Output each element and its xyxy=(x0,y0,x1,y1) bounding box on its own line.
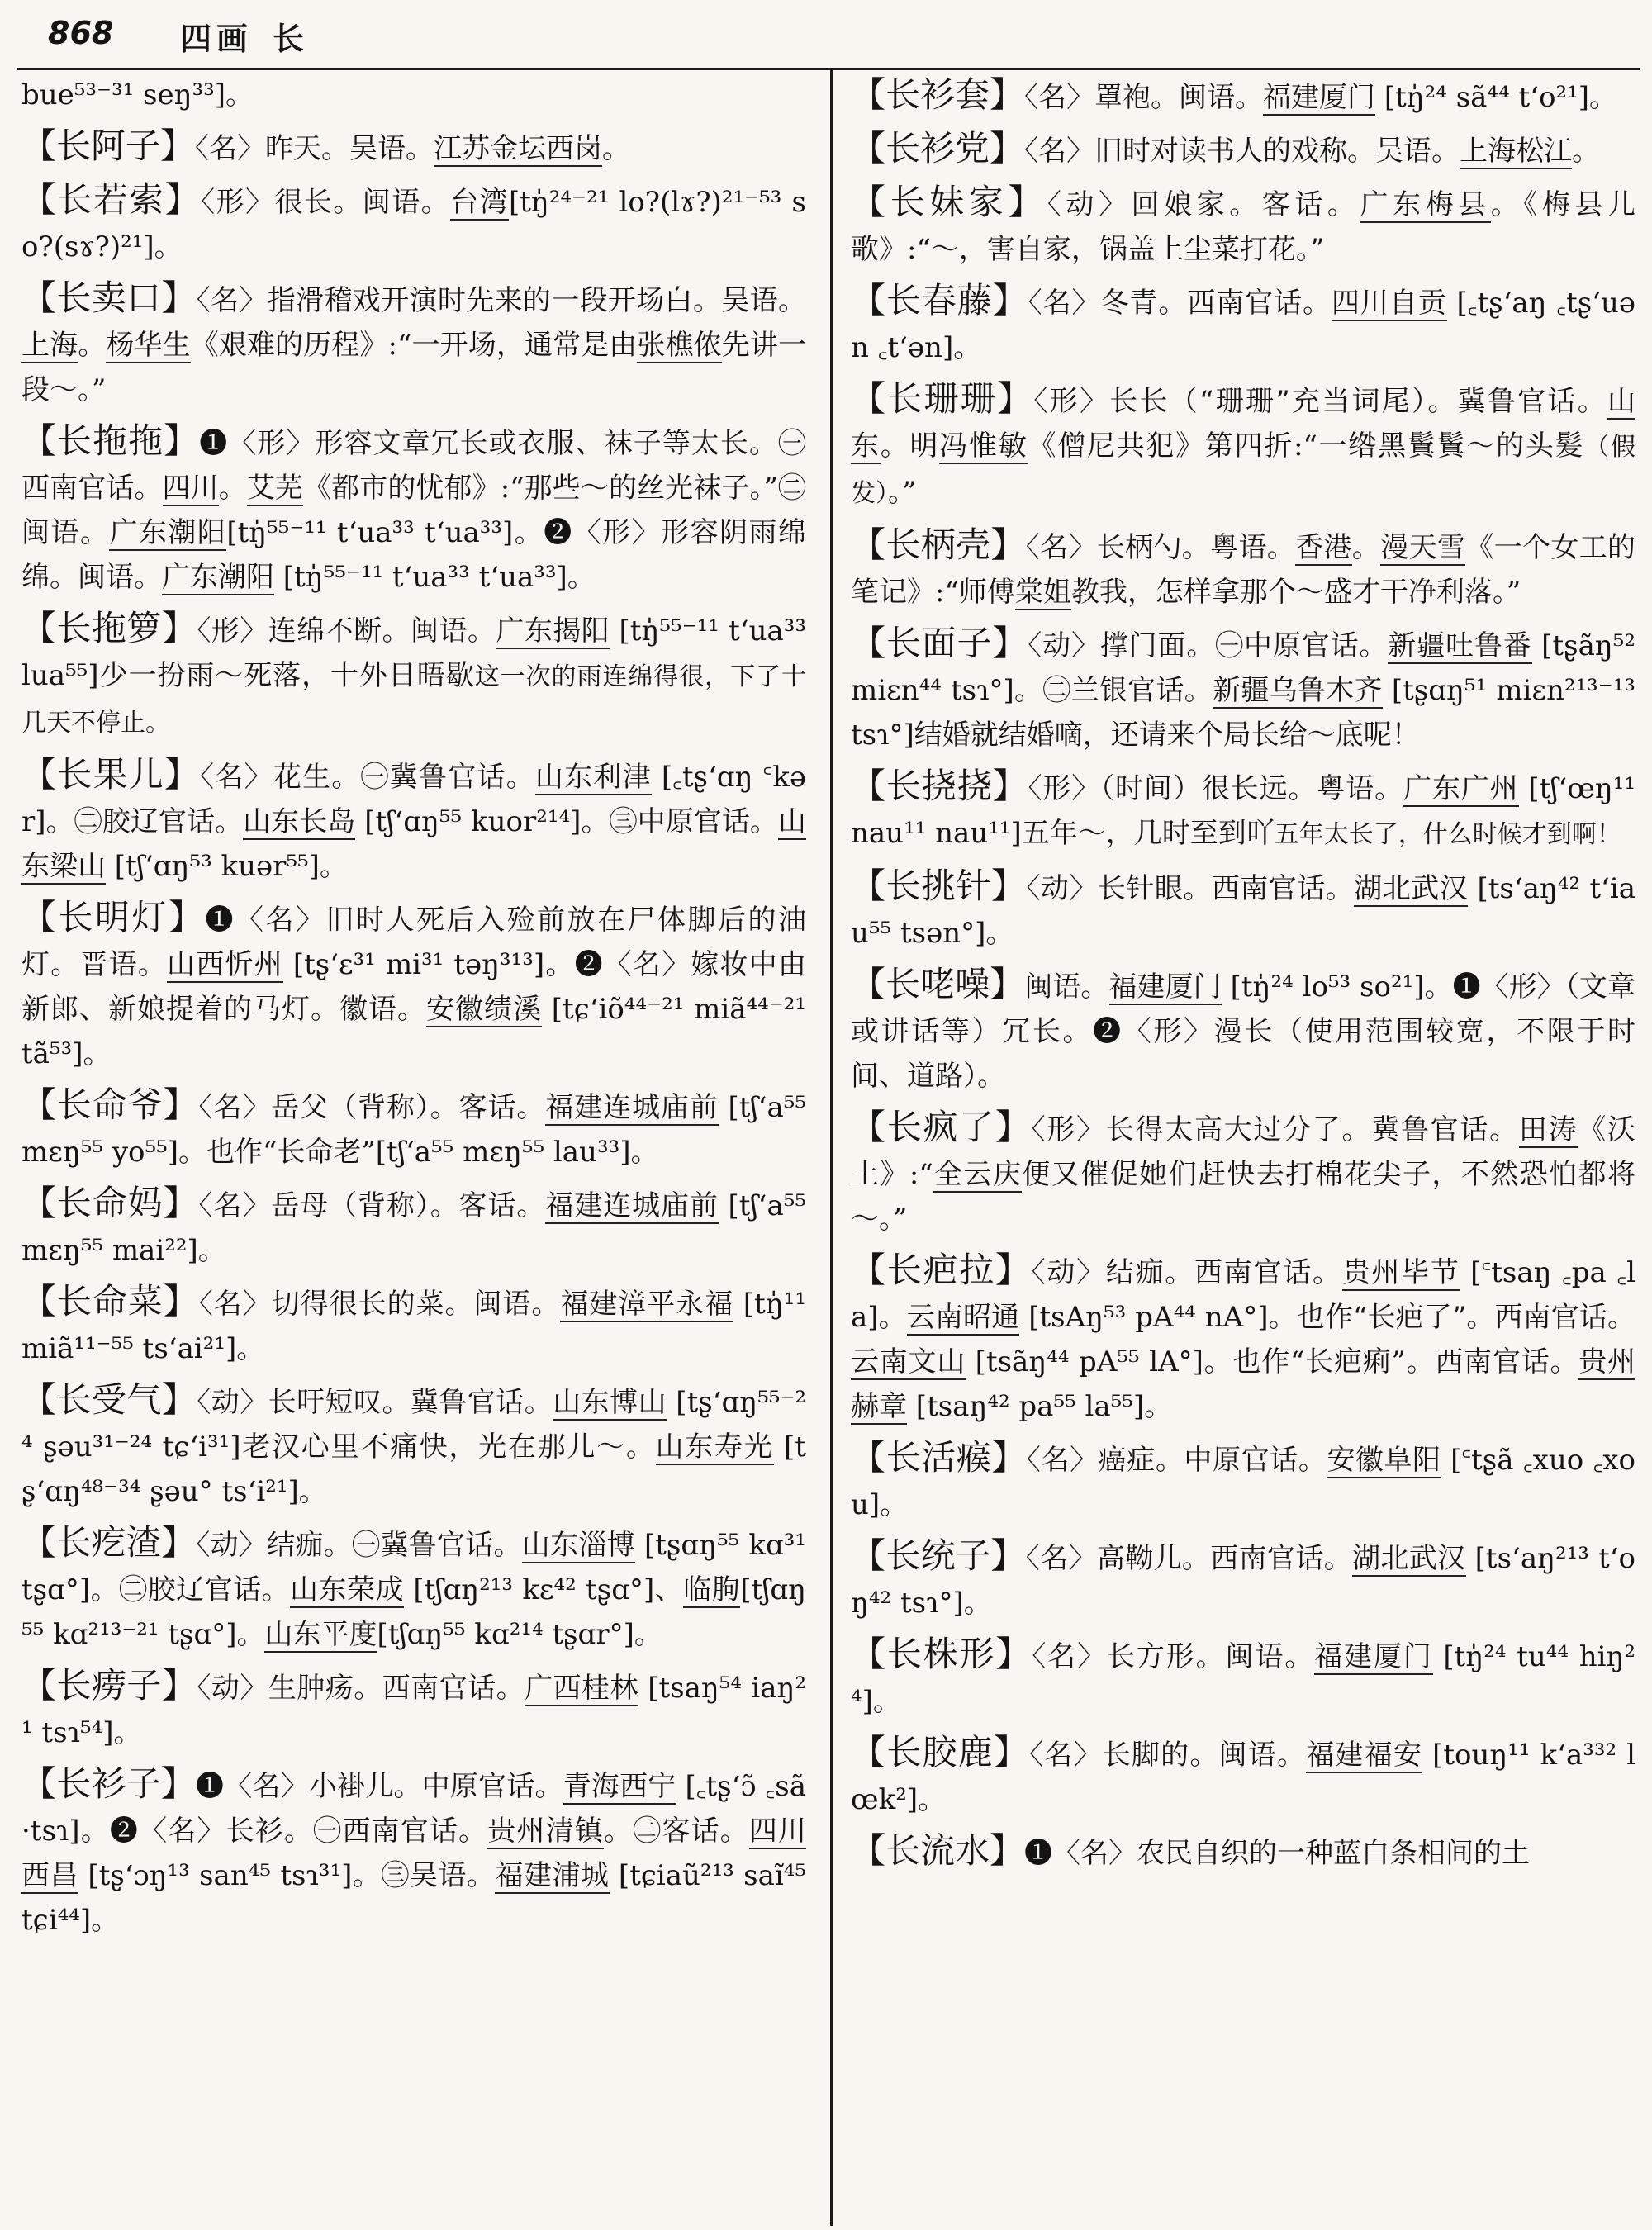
entry-text: 〈动〉回娘家。客话。 xyxy=(1047,188,1360,221)
place-name: 上海松江 xyxy=(1460,135,1573,168)
place-name: 冯惟敏 xyxy=(939,429,1028,463)
entry-text: 〈名〉长柄勺。粤语。 xyxy=(1025,531,1296,564)
dictionary-entry xyxy=(851,1105,1635,1241)
entry-text: [tʂ‘ɑŋ⁵⁵⁻²⁴ ʂəu³¹⁻²⁴ tɕ‘i³¹]老汉心里不痛快，光在那儿～。 xyxy=(21,1386,806,1464)
place-name: 香港 xyxy=(1295,531,1352,564)
entry-text: 便又催促她们赶快去打棉花尖子，不然恐怕都将～。” xyxy=(851,1158,1635,1236)
entry-text: [tʃɑŋ²¹³ kɛ⁴² tʂɑ°]、 xyxy=(404,1573,684,1606)
entry-text: 〈形〉长得太高大过分了。冀鲁官话。 xyxy=(1031,1113,1519,1146)
place-name: 贵州清镇 xyxy=(487,1815,604,1848)
entry-text: [tŋ̍²⁴ sã⁴⁴ t‘o²¹]。 xyxy=(1375,81,1617,114)
page-number: 868 xyxy=(48,15,114,51)
entry-text: 《艰难的历程》:“一开场，通常是由 xyxy=(190,329,638,362)
place-name: 新疆吐鲁番 xyxy=(1388,629,1532,662)
entry-headword: 【长统子】 xyxy=(851,1535,1026,1576)
place-name: 贵州赫章 xyxy=(851,1345,1635,1423)
place-name: 山东长岛 xyxy=(243,805,356,838)
entry-headword: 【长受气】 xyxy=(21,1379,197,1420)
place-name: 山东平度 xyxy=(264,1618,377,1651)
entry-text: 〈形〉连绵不断。闽语。 xyxy=(197,614,496,648)
place-name: 临朐 xyxy=(683,1573,741,1606)
place-name: 山东博山 xyxy=(553,1386,667,1419)
entry-headword: 【长疙渣】 xyxy=(21,1522,197,1563)
dictionary-entry xyxy=(21,895,806,1076)
place-name: 安徽绩溪 xyxy=(425,993,542,1026)
entry-text: [tʃ‘a⁵⁵ mɛŋ⁵⁵ mai²²]。 xyxy=(21,1189,806,1267)
entry-text: 《沃土》:“ xyxy=(851,1113,1635,1191)
place-name: 山西忻州 xyxy=(167,948,283,981)
place-name: 福建浦城 xyxy=(495,1859,610,1892)
place-name: 四川西昌 xyxy=(21,1815,806,1892)
entry-text: [꜀tʂ‘ɑŋ ꜂kər]。㊁胶辽官话。 xyxy=(21,761,806,838)
entry-headword: 【长明灯】 xyxy=(21,897,206,937)
place-name: 广东广州 xyxy=(1403,772,1519,805)
place-name: 青海西宁 xyxy=(563,1770,676,1803)
entry-text: [tʂɑŋ⁵⁵ kɑ³¹ tʂɑ°]。㊁胶辽官话。 xyxy=(21,1529,806,1606)
place-name: 安徽阜阳 xyxy=(1327,1444,1441,1477)
entry-text: [ts‘aŋ⁴² t‘iau⁵⁵ tsən°]。 xyxy=(851,872,1635,950)
page-header xyxy=(0,0,1652,66)
entry-headword: 【长果儿】 xyxy=(21,754,201,795)
entry-text: 《都市的忧郁》:“那些～的丝光袜子。”㊁闽语。 xyxy=(21,472,806,549)
entry-text: 〈动〉撑门面。㊀中原官话。 xyxy=(1028,629,1389,662)
dictionary-entry xyxy=(851,1534,1635,1625)
place-name: 湖北武汉 xyxy=(1352,1542,1466,1575)
entry-headword: 【长拖拖】 xyxy=(21,420,200,461)
entry-text: [꜂tʂã ꜀xuo ꜀xou]。 xyxy=(851,1444,1635,1521)
stroke-section-label: 四画 xyxy=(180,21,254,57)
dictionary-entry xyxy=(21,1279,806,1371)
dictionary-entry xyxy=(21,1378,806,1514)
entry-text: [tʃ‘ɑŋ⁵⁵ kuor²¹⁴]。㊂中原官话。 xyxy=(355,805,778,838)
entry-headword: 【长面子】 xyxy=(851,623,1028,663)
dictionary-entry xyxy=(21,178,806,269)
entry-headword: 【长活瘊】 xyxy=(851,1437,1027,1478)
entry-text: 〈名〉花生。㊀冀鲁官话。 xyxy=(200,761,535,794)
entry-text: [꜀tʂ‘aŋ ꜀tʂ‘uən ꜀t‘ən]。 xyxy=(851,287,1635,364)
dictionary-entry xyxy=(851,180,1635,272)
place-name: 贵州毕节 xyxy=(1341,1256,1460,1289)
place-name: 江苏金坛西岗 xyxy=(434,132,603,165)
dictionary-entry xyxy=(851,377,1635,516)
entry-headword: 【长疯了】 xyxy=(851,1107,1032,1147)
entry-text: 〈名〉岳父（背称）。客话。 xyxy=(198,1091,546,1124)
entry-text: 〈名〉罩袍。闽语。 xyxy=(1024,81,1264,114)
place-name: 山东淄博 xyxy=(521,1529,635,1562)
entry-text: [tŋ̍⁵⁵⁻¹¹ t‘ua³³ t‘ua³³]。 xyxy=(274,561,596,594)
entry-text: 〈形〉长长（“珊珊”充当词尾）。冀鲁官话。 xyxy=(1033,385,1607,418)
entry-text: [tŋ̍²⁴⁻²¹ lo?(lɤ?)²¹⁻⁵³ so?(sɤ?)²¹]。 xyxy=(21,186,806,263)
entry-text: [tʂ‘ɑŋ⁴⁸⁻³⁴ ʂəu° ts‘i²¹]。 xyxy=(21,1431,806,1508)
entry-text: [tsaŋ⁴² pa⁵⁵ la⁵⁵]。 xyxy=(907,1390,1173,1423)
entry-headword: 【长挑针】 xyxy=(851,866,1027,906)
entry-text: ❶〈形〉形容文章冗长或衣服、袜子等太长。㊀西南官话。 xyxy=(21,427,806,505)
dictionary-entry xyxy=(851,764,1635,857)
entry-text: 〈名〉岳母（背称）。客话。 xyxy=(198,1189,546,1222)
entry-headword: 【长胶鹿】 xyxy=(851,1732,1030,1772)
place-name: 湖北武汉 xyxy=(1354,872,1469,905)
dictionary-entry xyxy=(21,1521,806,1657)
dictionary-entry xyxy=(21,124,806,171)
entry-text: 《僧尼共犯》第四折:“一绺黑鬒鬒～的头髪 xyxy=(1028,429,1585,463)
entry-text: 〈动〉结痂。西南官话。 xyxy=(1031,1256,1342,1289)
place-name: 广东潮阳 xyxy=(162,561,274,594)
place-name: 张樵侬 xyxy=(637,329,722,362)
place-name: 台湾 xyxy=(450,186,509,219)
place-name: 山东梁山 xyxy=(21,805,806,883)
place-name: 漫天雪 xyxy=(1380,531,1466,564)
entry-text: 。《梅县儿歌》:“～，害自家，锅盖上尘菜打花。” xyxy=(851,188,1635,266)
entry-text: 。 xyxy=(1351,531,1381,564)
entry-text: [tŋ̍²⁴ tu⁴⁴ hiŋ²⁴]。 xyxy=(851,1640,1635,1718)
place-name: 广东揭阳 xyxy=(496,614,610,648)
entry-text: bue⁵³⁻³¹ seŋ³³]。 xyxy=(21,78,254,112)
entry-text: 〈名〉长方形。闽语。 xyxy=(1032,1640,1315,1673)
entry-text: 先讲一段～。” xyxy=(21,329,806,406)
entry-text: 〈名〉旧时对读书人的戏称。吴语。 xyxy=(1024,135,1460,168)
entry-text: 《一个女工的笔记》:“师傅 xyxy=(851,531,1635,609)
entry-text: [tʂãŋ⁵² miɛn⁴⁴ tsɿ°]。㊁兰银官话。 xyxy=(851,629,1635,707)
entry-text: 闽语。 xyxy=(1024,970,1109,1004)
entry-headword: 【长株形】 xyxy=(851,1634,1032,1674)
dictionary-entry xyxy=(851,1829,1635,1876)
place-name: 广东潮阳 xyxy=(109,516,227,549)
entry-text: [꜂tsaŋ ꜀pa ꜀la]。 xyxy=(851,1256,1635,1334)
place-name: 福建厦门 xyxy=(1263,81,1376,114)
place-name: 四川 xyxy=(162,472,219,505)
dictionary-entry xyxy=(851,1632,1635,1724)
entry-headword: 【长拖箩】 xyxy=(21,608,197,648)
entry-headword: 【长命菜】 xyxy=(21,1281,199,1321)
entry-text: （假发） xyxy=(851,433,1635,508)
entry-headword: 【长命爷】 xyxy=(21,1084,199,1125)
entry-text: [tŋ̍²⁴ lo⁵³ so²¹]。❶〈形〉（文章或讲话等）冗长。❷〈形〉漫长（使用范围较宽，不限于时间、道路）。 xyxy=(851,970,1635,1093)
dictionary-entry xyxy=(851,1730,1635,1822)
dictionary-entry xyxy=(21,1083,806,1174)
entry-headword: 【长柄壳】 xyxy=(851,524,1026,565)
dictionary-entry xyxy=(851,864,1635,956)
entry-text: 五年太长了，什么时候才到啊！ xyxy=(1274,820,1621,849)
entry-text: 。 xyxy=(218,472,247,505)
entry-headword: 【长衫党】 xyxy=(851,128,1025,168)
column-divider xyxy=(830,70,833,2226)
entry-text: ❶〈名〉农民自织的一种蓝白条相间的土 xyxy=(1024,1837,1531,1870)
right-column xyxy=(851,73,1635,2220)
entry-headword: 【长春藤】 xyxy=(851,280,1028,320)
entry-text: 〈动〉长针眼。西南官话。 xyxy=(1026,872,1355,905)
entry-text: [tsaŋ⁵⁴ iaŋ²¹ tsɿ⁵⁴]。 xyxy=(21,1672,806,1749)
dictionary-entry xyxy=(851,278,1635,370)
entry-text: [tsAŋ⁵³ pA⁴⁴ nA°]。也作“长疤了”。西南官话。 xyxy=(1019,1301,1635,1334)
entry-text: [꜀tʂ‘ɔ̃ ꜀sã ·tsɿ]。❷〈名〉长衫。㊀西南官话。 xyxy=(21,1770,806,1848)
entry-text: 〈名〉癌症。中原官话。 xyxy=(1026,1444,1327,1477)
place-name: 上海 xyxy=(21,329,78,362)
entry-text: ❶〈名〉旧时人死后入殓前放在尸体脚后的油灯。晋语。 xyxy=(21,904,806,981)
dictionary-entry xyxy=(21,276,806,412)
place-name: 杨华生 xyxy=(106,329,191,362)
entry-headword: 【长咾噪】 xyxy=(851,964,1025,1004)
entry-headword: 【长命妈】 xyxy=(21,1183,199,1223)
dictionary-entry xyxy=(851,523,1635,614)
dictionary-entry xyxy=(21,752,806,889)
place-name: 棠姐 xyxy=(1014,576,1071,609)
entry-headword: 【长痨子】 xyxy=(21,1665,197,1706)
entry-text: 〈动〉长吁短叹。冀鲁官话。 xyxy=(197,1386,553,1419)
entry-headword: 【长挠挠】 xyxy=(851,766,1028,806)
entry-headword: 【长流水】 xyxy=(851,1830,1025,1871)
entry-text: [tɕ‘iõ⁴⁴⁻²¹ miã⁴⁴⁻²¹ tã⁵³]。 xyxy=(21,993,806,1070)
entry-text: 〈名〉昨天。吴语。 xyxy=(195,132,434,165)
entry-text: 。 xyxy=(602,132,631,165)
left-column xyxy=(21,73,806,2220)
dictionary-entry xyxy=(21,1181,806,1273)
entry-text: 〈名〉指滑稽戏开演时先来的一段开场白。吴语。 xyxy=(196,284,806,317)
dictionary-entry xyxy=(851,1248,1635,1429)
entry-text: 。 xyxy=(1572,135,1601,168)
entry-text: [touŋ¹¹ k‘a³³² lœk²]。 xyxy=(851,1739,1635,1816)
entry-text: 。 xyxy=(78,329,107,362)
entry-text: [tʃɑŋ⁵⁵ kɑ²¹³⁻²¹ tʂɑ°]。 xyxy=(21,1573,806,1651)
entry-text: [tʃɑŋ⁵⁵ kɑ²¹⁴ tʂɑr°]。 xyxy=(377,1618,662,1651)
entry-text: [tŋ̍⁵⁵⁻¹¹ t‘ua³³ lua⁵⁵]少一扮雨～死落，十外日晤歇 xyxy=(21,614,806,692)
entry-text: [tɕiaũ²¹³ saĩ⁴⁵ tɕi⁴⁴]。 xyxy=(21,1859,806,1937)
entry-text: 〈名〉长脚的。闽语。 xyxy=(1029,1739,1307,1772)
entry-text: [tʃ‘ɑŋ⁵³ kuər⁵⁵]。 xyxy=(106,850,348,883)
dictionary-entry xyxy=(851,126,1635,173)
entry-text: 。㊁客话。 xyxy=(603,1815,749,1848)
entry-text: 。” xyxy=(888,476,917,509)
entry-headword: 【长疤拉】 xyxy=(851,1250,1032,1290)
entry-text: [tʂ‘ɛ³¹ mi³¹ təŋ³¹³]。❷〈名〉嫁妆中由新郎、新娘提着的马灯。徽语。 xyxy=(21,948,806,1026)
dictionary-entry xyxy=(851,962,1635,1098)
entry-text: 教我，怎样拿那个～盛才干净利落。” xyxy=(1070,576,1521,609)
entry-text: 〈形〉很长。闽语。 xyxy=(201,186,451,219)
entry-text: 这一次的雨连绵得很，下了十几天不停止。 xyxy=(21,662,806,738)
place-name: 田涛 xyxy=(1518,1113,1578,1146)
entry-text: [tsãŋ⁴⁴ pA⁵⁵ lA°]。也作“长疤痢”。西南官话。 xyxy=(966,1345,1579,1378)
entry-text: [tʂ‘ɔŋ¹³ san⁴⁵ tsɿ³¹]。㊂吴语。 xyxy=(78,1859,496,1892)
entry-text: [tʂɑŋ⁵¹ miɛn²¹³⁻¹³ tsɿ°]结婚就结婚嘀，还请来个局长给～底呢！ xyxy=(851,674,1635,752)
place-name: 福建福安 xyxy=(1306,1739,1423,1772)
place-name: 山东利津 xyxy=(534,761,652,794)
entry-text: 〈名〉高靿儿。西南官话。 xyxy=(1025,1542,1353,1575)
place-name: 山东荣成 xyxy=(290,1573,405,1606)
place-name: 福建连城庙前 xyxy=(545,1189,719,1222)
place-name: 福建漳平永福 xyxy=(560,1288,734,1321)
dictionary-entry xyxy=(851,621,1635,757)
place-name: 云南文山 xyxy=(851,1345,966,1378)
dictionary-entry xyxy=(21,419,806,600)
entry-text: [tŋ̍¹¹ miã¹¹⁻⁵⁵ ts‘ai²¹]。 xyxy=(21,1288,806,1365)
place-name: 云南昭通 xyxy=(906,1301,1020,1334)
place-name: 新疆乌鲁木齐 xyxy=(1213,674,1383,707)
dictionary-entry xyxy=(21,1762,806,1943)
place-name: 四川自贡 xyxy=(1331,287,1447,320)
dictionary-entry xyxy=(21,1663,806,1755)
entry-headword: 【长阿子】 xyxy=(21,126,196,166)
entry-headword: 【长卖口】 xyxy=(21,278,197,318)
place-name: 山东 xyxy=(851,385,1635,463)
entry-text: 〈形〉（时间）很长远。粤语。 xyxy=(1028,772,1403,805)
entry-headword: 【长衫套】 xyxy=(851,74,1025,115)
entry-headword: 【长妹家】 xyxy=(851,182,1047,222)
entry-text: 。明 xyxy=(880,429,940,463)
head-character: 长 xyxy=(273,21,305,57)
place-name: 福建厦门 xyxy=(1314,1640,1433,1673)
header-rule xyxy=(17,68,1640,70)
place-name: 山东寿光 xyxy=(655,1431,774,1464)
place-name: 全云庆 xyxy=(933,1158,1023,1191)
place-name: 广东梅县 xyxy=(1360,188,1491,221)
entry-text: [tʃ‘œŋ¹¹ nau¹¹ nau¹¹]五年～，几时至到吖 xyxy=(851,772,1635,850)
place-name: 福建连城庙前 xyxy=(545,1091,719,1124)
place-name: 艾芜 xyxy=(246,472,304,505)
dictionary-entry xyxy=(851,73,1635,120)
entry-text: 〈动〉结痂。㊀冀鲁官话。 xyxy=(196,1529,522,1562)
dictionary-entry xyxy=(851,1435,1635,1527)
entry-headword: 【长珊珊】 xyxy=(851,378,1034,419)
entry-headword: 【长衫子】 xyxy=(21,1763,197,1804)
dictionary-entry xyxy=(21,606,806,746)
place-name: 福建厦门 xyxy=(1108,970,1222,1004)
entry-headword: 【长若索】 xyxy=(21,179,202,220)
dictionary-entry xyxy=(21,73,806,117)
entry-text: 〈名〉冬青。西南官话。 xyxy=(1028,287,1332,320)
entry-text: [ts‘aŋ²¹³ t‘oŋ⁴² tsɿ°]。 xyxy=(851,1542,1635,1620)
entry-text: ❶〈名〉小褂儿。中原官话。 xyxy=(196,1770,563,1803)
entry-text: [tŋ̍⁵⁵⁻¹¹ t‘ua³³ t‘ua³³]。❷〈形〉形容阴雨绵绵。闽语。 xyxy=(21,516,806,594)
place-name: 广西桂林 xyxy=(525,1672,638,1705)
entry-text: 〈名〉切得很长的菜。闽语。 xyxy=(198,1288,561,1321)
entry-text: [tʃ‘a⁵⁵ mɛŋ⁵⁵ yo⁵⁵]。也作“长命老”[tʃ‘a⁵⁵ mɛŋ⁵⁵ lau³³]。 xyxy=(21,1091,806,1169)
entry-text: 〈动〉生肿疡。西南官话。 xyxy=(197,1672,525,1705)
